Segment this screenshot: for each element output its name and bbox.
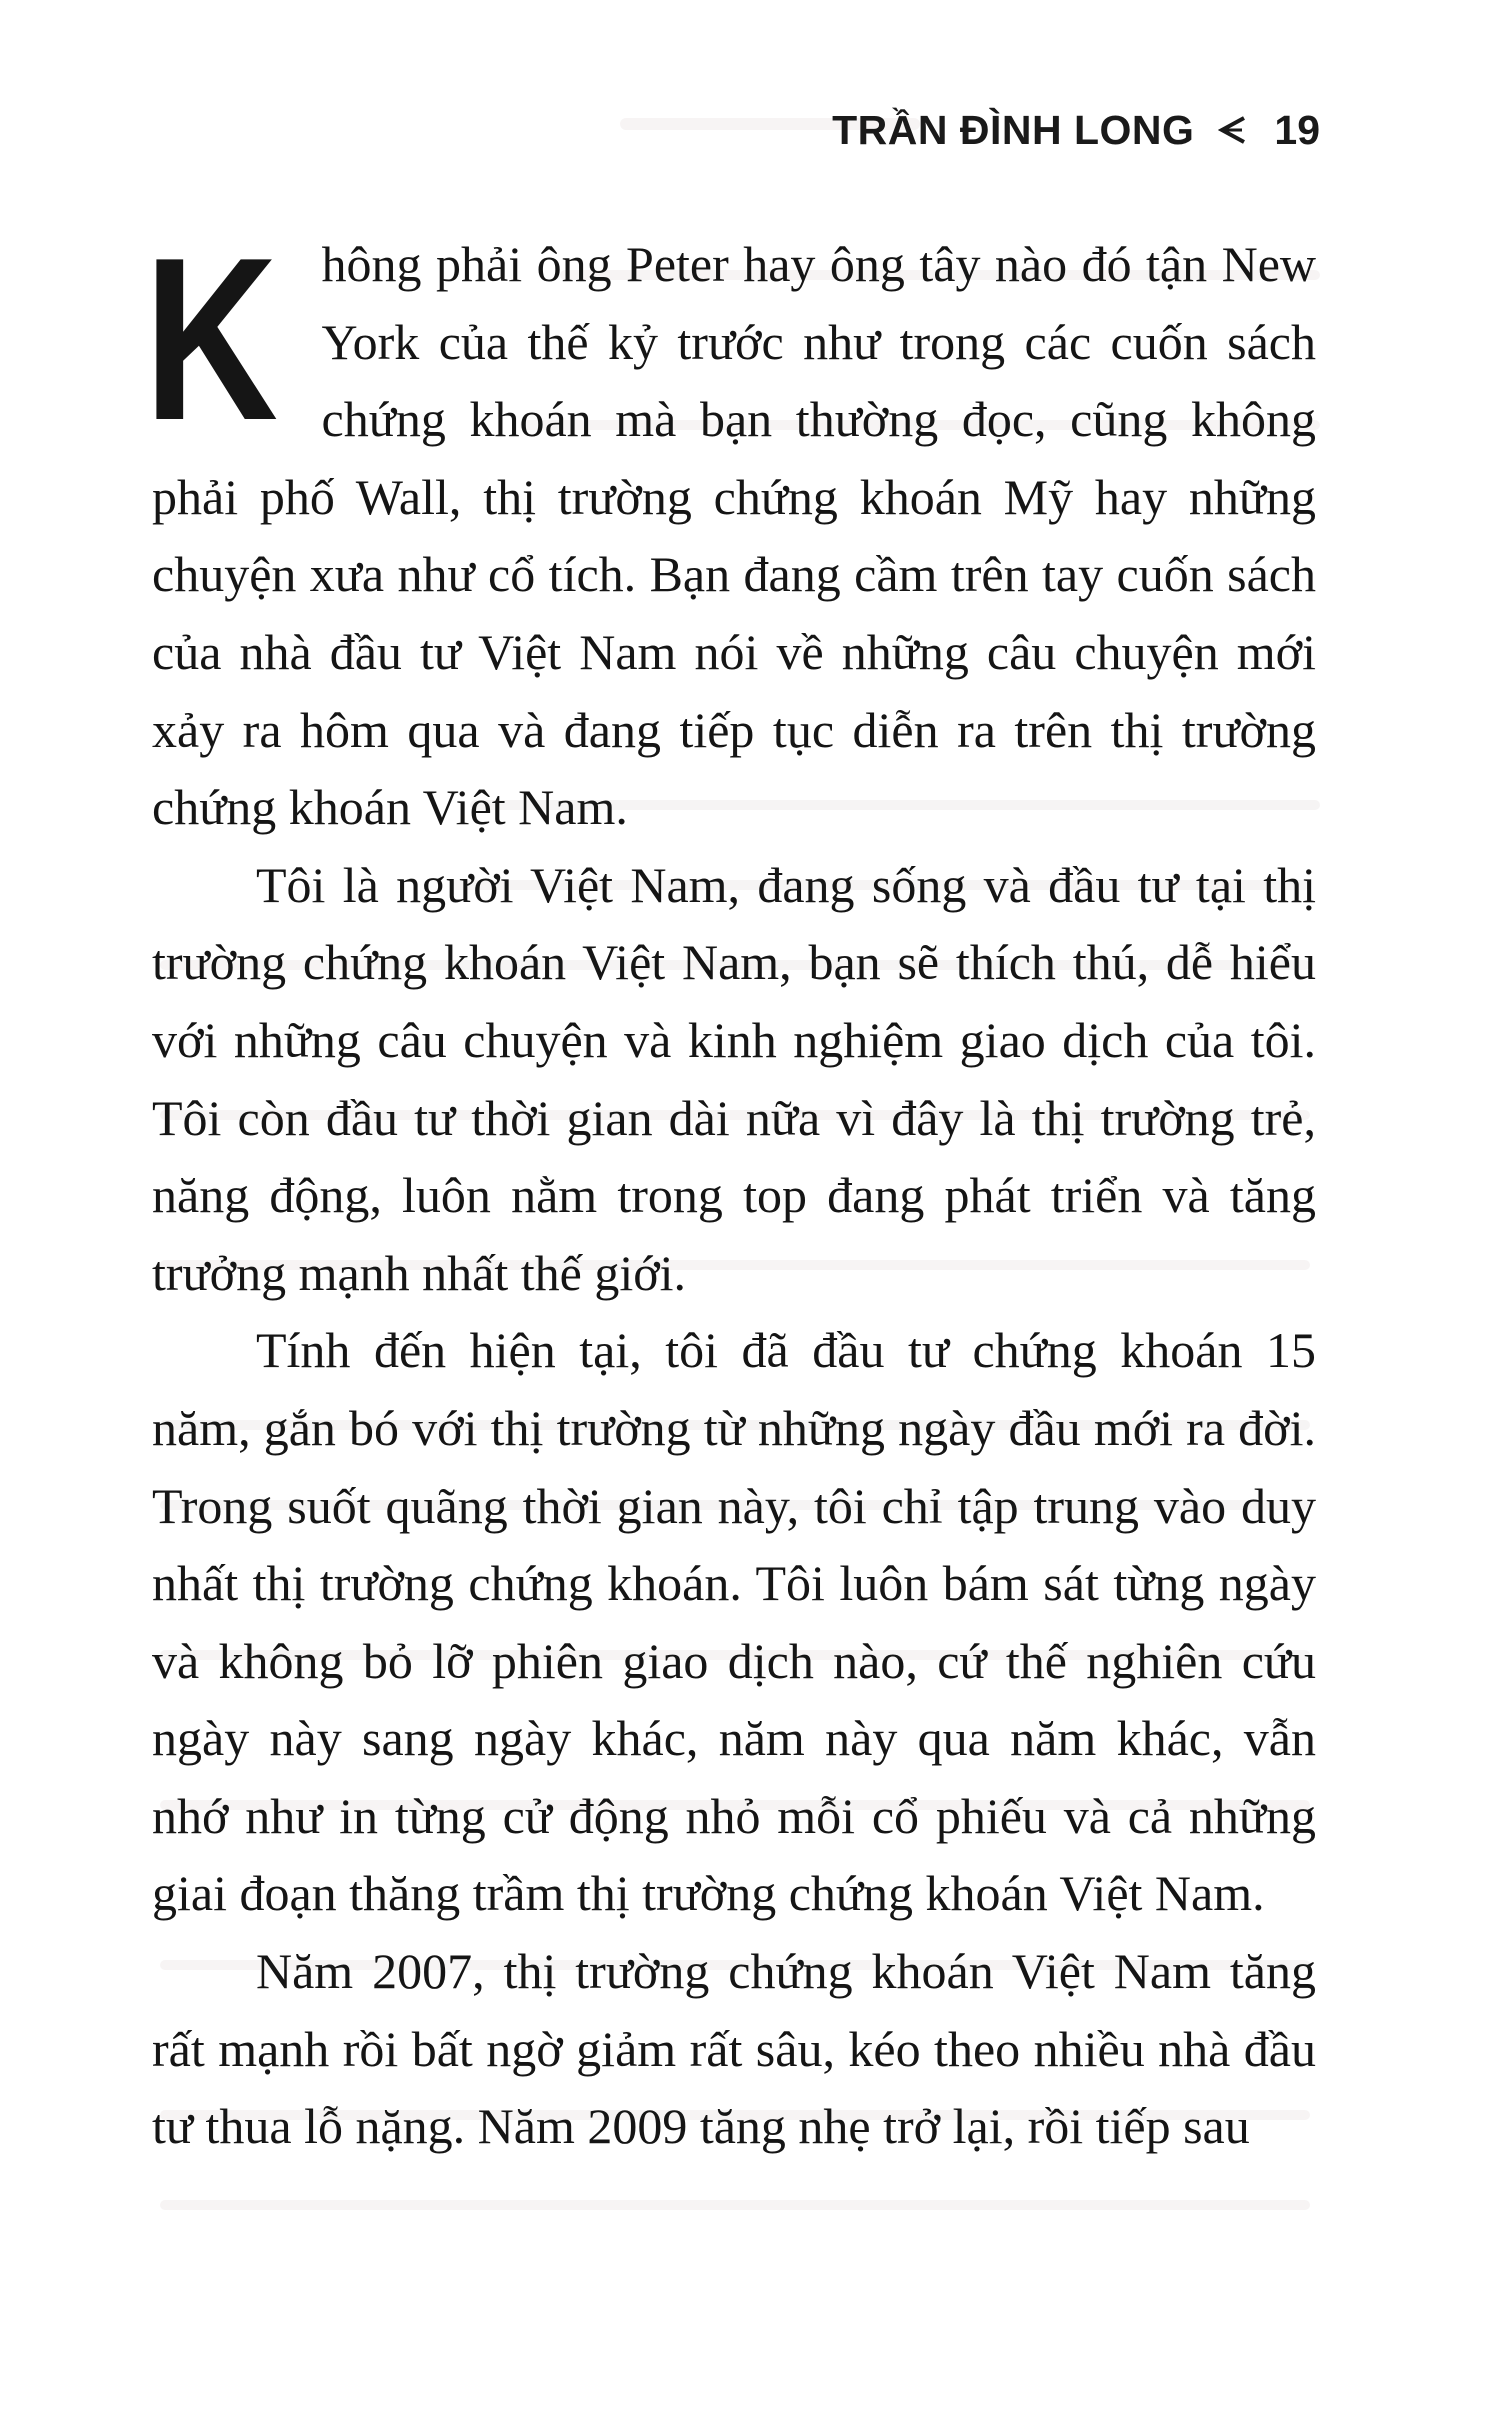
- page-number: 19: [1274, 106, 1320, 153]
- paragraph-4: Năm 2007, thị trường chứng khoán Việt Nam tăng rất mạnh rồi bất ngờ giảm rất sâu, kéo theo nhiều nhà đầu tư thua lỗ nặng. Năm 2009 tăng nhẹ trở lại, rồi tiếp sau: [152, 1943, 1316, 2155]
- paragraph-3: Tính đến hiện tại, tôi đã đầu tư chứng khoán 15 năm, gắn bó với thị trường từ những ngày đầu mới ra đời. Trong suốt quãng thời gian này, tôi chỉ tập trung vào duy nhất thị trường chứng khoán. Tôi luôn bám sát từng ngày và không bỏ lỡ phiên giao dịch nào, cứ thế nghiên cứu ngày này sang ngày khác, năm này qua năm khác, vẫn nhớ như in từng cử động nhỏ mỗi cổ phiếu và cả những giai đoạn thăng trầm thị trường chứng khoán Việt Nam.: [152, 1322, 1316, 1922]
- left-chevron-arrow-icon: [1218, 115, 1246, 145]
- chapter-body: [144, 210, 1316, 2166]
- drop-cap: K: [144, 210, 279, 469]
- paragraph-2: Tôi là người Việt Nam, đang sống và đầu tư tại thị trường chứng khoán Việt Nam, bạn sẽ thích thú, dễ hiểu với những câu chuyện và kinh nghiệm giao dịch của tôi. Tôi còn đầu tư thời gian dài nữa vì đây là thị trường trẻ, năng động, luôn nằm trong top đang phát triển và tăng trưởng mạnh nhất thế giới.: [152, 856, 1316, 1301]
- running-header: [832, 100, 1320, 160]
- paragraph-1: [144, 210, 1316, 847]
- author-name: TRẦN ĐÌNH LONG: [832, 106, 1195, 153]
- paragraph-1-text: hông phải ông Peter hay ông tây nào đó tận New York của thế kỷ trước như trong các cuốn sách chứng khoán mà bạn thường đọc, cũng không phải phố Wall, thị trường chứng khoán Mỹ hay những chuyện xưa như cổ tích. Bạn đang cầm trên tay cuốn sách của nhà đầu tư Việt Nam nói về những câu chuyện mới xảy ra hôm qua và đang tiếp tục diễn ra trên thị trường chứng khoán Việt Nam.: [152, 236, 1316, 836]
